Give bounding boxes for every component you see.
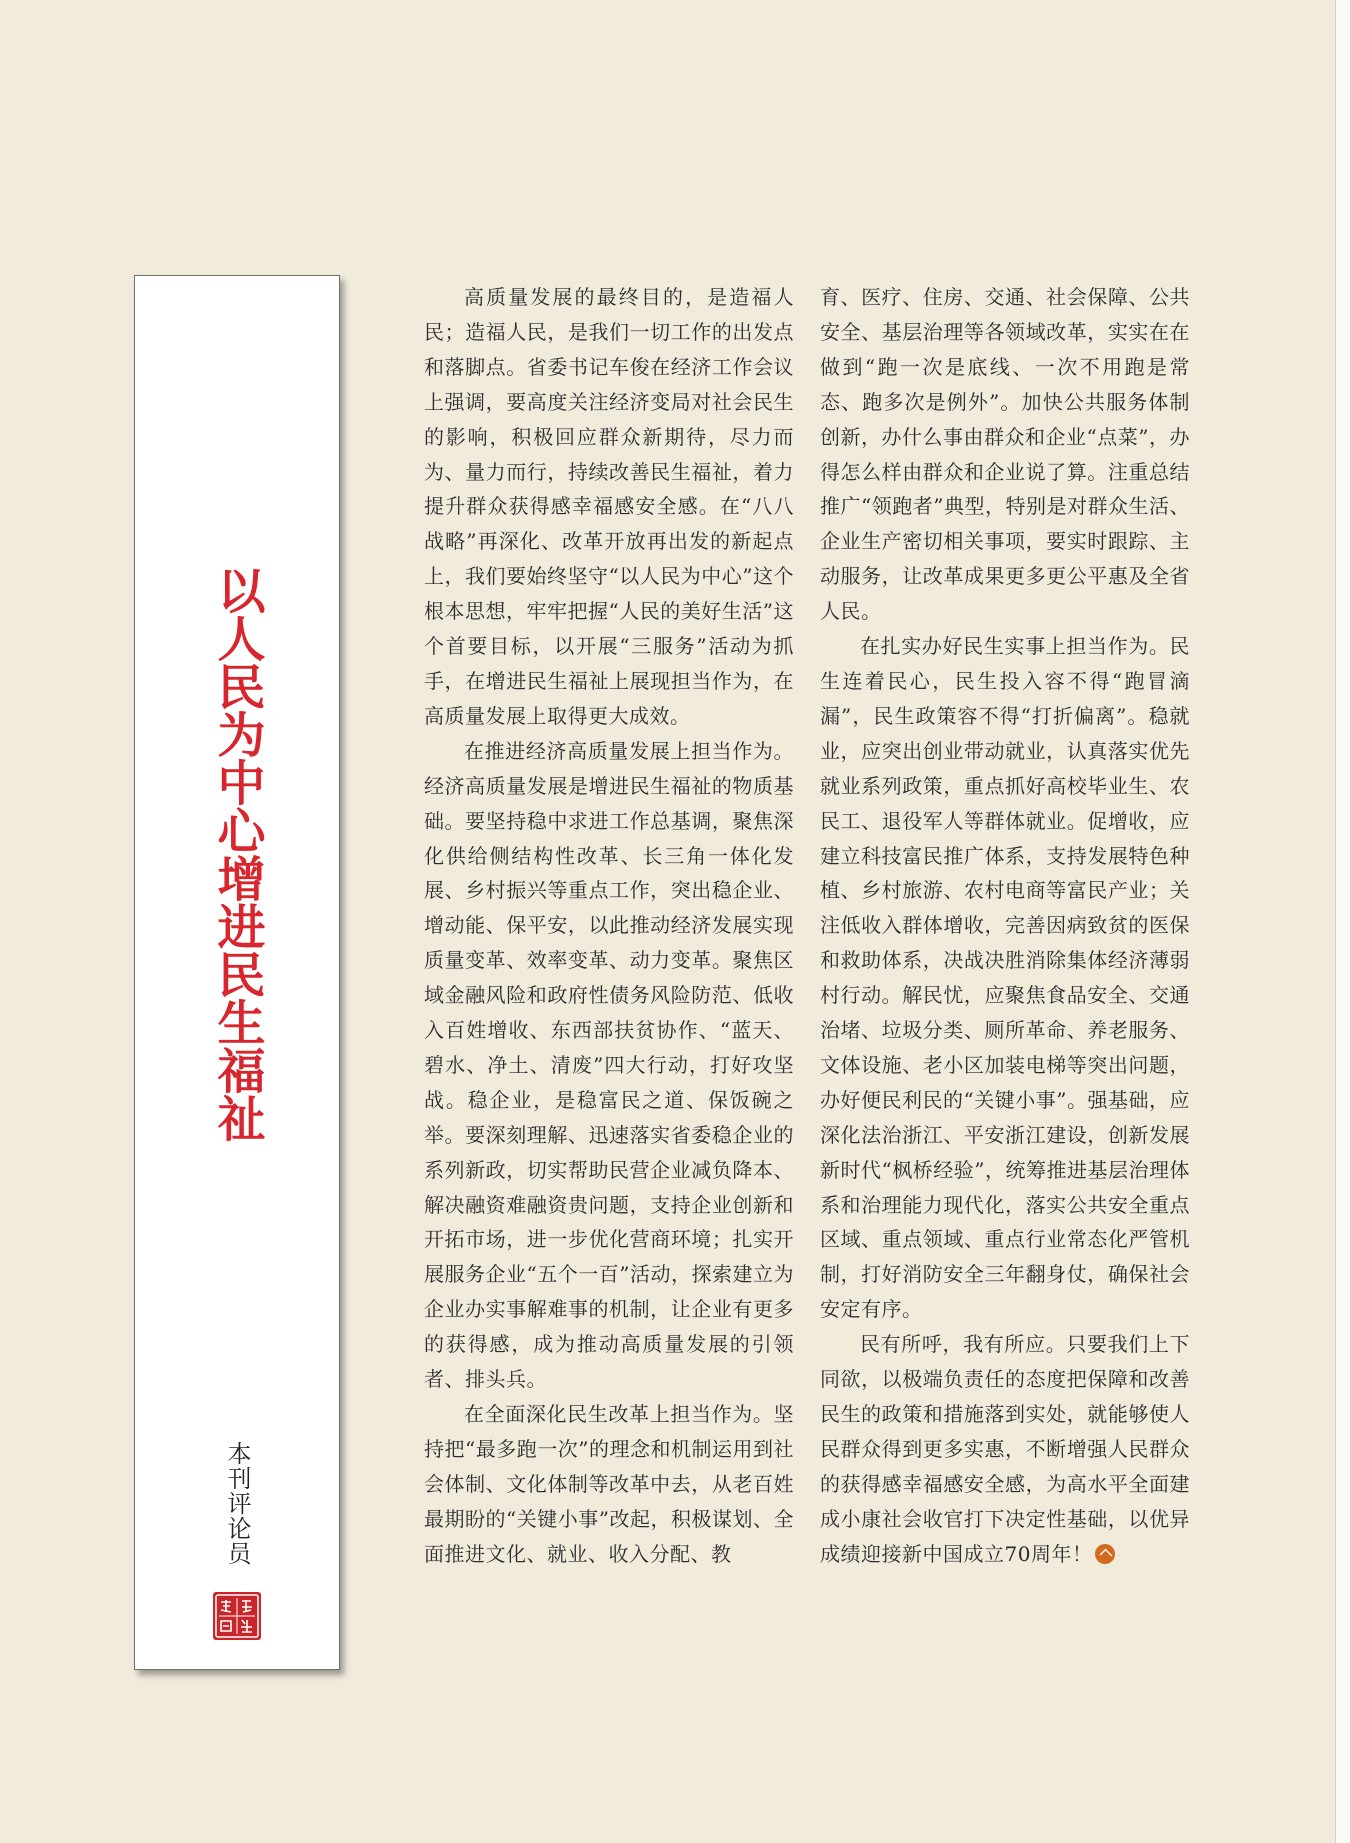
paragraph: 在全面深化民生改革上担当作为。坚持把“最多跑一次”的理念和机制运用到社会体制、文化体制等改革中去，从老百姓最期盼的“关键小事”改起，积极谋划、全面推进文化、就业、收入分配、教 <box>424 1402 794 1566</box>
paragraph: 在推进经济高质量发展上担当作为。经济高质量发展是增进民生福祉的物质基础。要坚持稳中求进工作总基调，聚焦深化供给侧结构性改革、长三角一体化发展、乡村振兴等重点工作，突出稳企业、增动能、保平安，以此推动经济发展实现质量变革、效率变革、动力变革。聚焦区域金融风险和政府性债务风险防范、低收入百姓增收、东西部扶贫协作、“蓝天、碧水、净土、清废”四大行动，打好攻坚战。稳企业，是稳富民之道、保饭碗之举。要深刻理解、迅速落实省委稳企业的系列新政，切实帮助民营企业减负降本、解决融资难融资贵问题，支持企业创新和开拓市场，进一步优化营商环境；扎实开展服务企业“五个一百”活动，探索建立为企业办实事解难事的机制，让企业有更多的获得感，成为推动高质量发展的引领者、排头兵。 <box>424 738 794 1392</box>
text-column-right <box>820 280 1190 1572</box>
title-card <box>134 275 340 1670</box>
text-column-left <box>424 280 794 1572</box>
page-edge <box>1335 0 1350 1843</box>
seal-stamp-icon <box>211 1590 263 1642</box>
paragraph-text: 民有所呼，我有所应。只要我们上下同欲，以极端负责任的态度把保障和改善民生的政策和措施落到实处，就能够使人民群众得到更多实惠，不断增强人民群众的获得感幸福感安全感，为高水平全面建成小康社会收官打下决定性基础，以优异成绩迎接新中国成立70周年！ <box>820 1332 1190 1566</box>
paragraph: 在扎实办好民生实事上担当作为。民生连着民心，民生投入容不得“跑冒滴漏”，民生政策容不得“打折偏离”。稳就业，应突出创业带动就业，认真落实优先就业系列政策，重点抓好高校毕业生、农民工、退役军人等群体就业。促增收，应建立科技富民推广体系，支持发展特色种植、乡村旅游、农村电商等富民产业；关注低收入群体增收，完善因病致贫的医保和救助体系，决战决胜消除集体经济薄弱村行动。解民忧，应聚焦食品安全、交通治堵、垃圾分类、厕所革命、养老服务、文体设施、老小区加装电梯等突出问题，办好便民利民的“关键小事”。强基础，应深化法治浙江、平安浙江建设，创新发展新时代“枫桥经验”，统筹推进基层治理体系和治理能力现代化，落实公共安全重点区域、重点领域、重点行业常态化严管机制，打好消防安全三年翻身仗，确保社会安定有序。 <box>820 634 1190 1322</box>
paragraph-final <box>820 1327 1190 1571</box>
zhejiang-logo-icon <box>1095 1544 1115 1564</box>
article-title: 以人民为中心增进民生福祉 <box>209 566 265 1142</box>
byline: 本刊评论员 <box>223 1441 251 1566</box>
paragraph: 高质量发展的最终目的，是造福人民；造福人民，是我们一切工作的出发点和落脚点。省委书记车俊在经济工作会议上强调，要高度关注经济变局对社会民生的影响，积极回应群众新期待，尽力而为、量力而行，持续改善民生福祉，着力提升群众获得感幸福感安全感。在“八八战略”再深化、改革开放再出发的新起点上，我们要始终坚守“以人民为中心”这个根本思想，牢牢把握“人民的美好生活”这个首要目标，以开展“三服务”活动为抓手，在增进民生福祉上展现担当作为，在高质量发展上取得更大成效。 <box>424 285 794 728</box>
paragraph: 育、医疗、住房、交通、社会保障、公共安全、基层治理等各领域改革，实实在在做到“跑一次是底线、一次不用跑是常态、跑多次是例外”。加快公共服务体制创新，办什么事由群众和企业“点菜”，办得怎么样由群众和企业说了算。注重总结推广“领跑者”典型，特别是对群众生活、企业生产密切相关事项，要实时跟踪、主动服务，让改革成果更多更公平惠及全省人民。 <box>820 285 1190 624</box>
